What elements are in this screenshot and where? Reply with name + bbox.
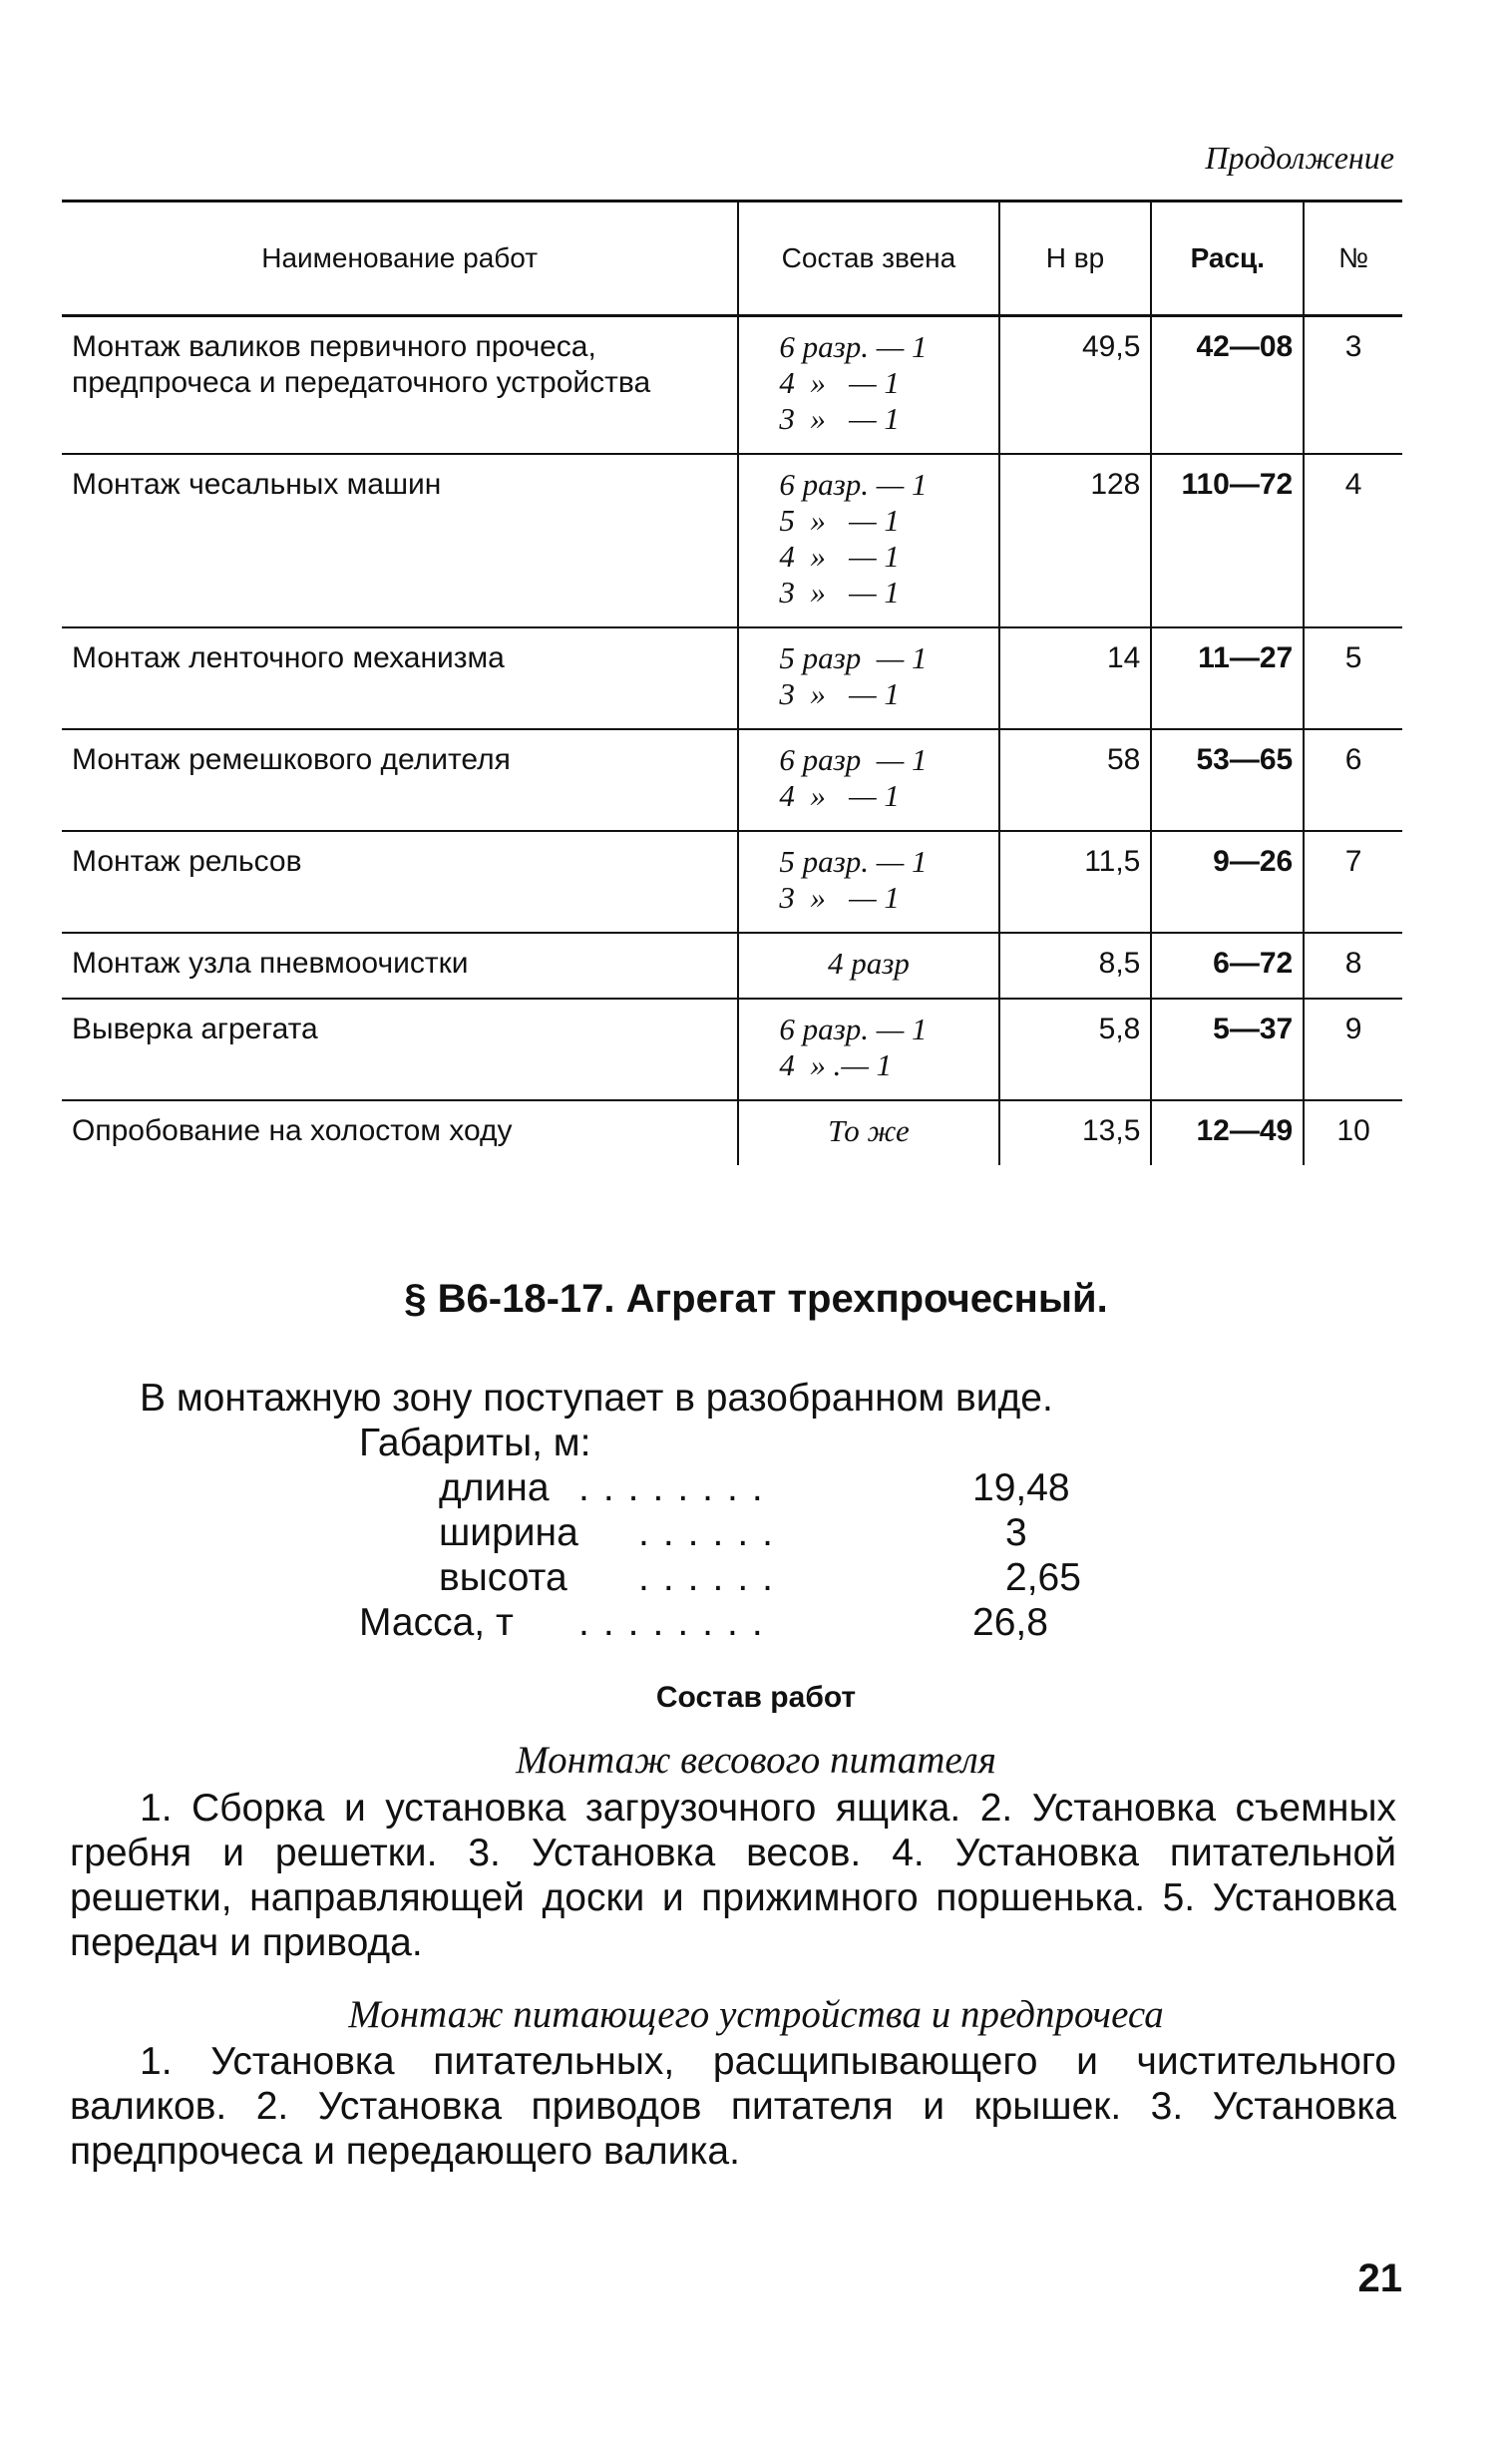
time-norm-cell: 128	[999, 454, 1152, 627]
work-name-cell: Монтаж ремешкового делителя	[62, 729, 738, 831]
work-name-cell: Опробование на холостом ходу	[72, 1114, 513, 1147]
section-title: § В6-18-17. Агрегат трехпрочесный.	[404, 1277, 1108, 1321]
subsection-title-feeding-device: Монтаж питающего устройства и предпрочеса	[348, 1993, 1164, 2036]
row-number-cell: 9	[1304, 999, 1402, 1100]
time-norm-cell: 8,5	[999, 933, 1152, 999]
col-header-time: Н вр	[999, 202, 1152, 316]
dimension-value: 2,65	[1005, 1556, 1081, 1599]
dimensions-heading: Габариты, м:	[359, 1422, 591, 1464]
rate-cell: 42—08	[1151, 316, 1304, 455]
crew-cell	[738, 999, 998, 1100]
leader-dots: ......	[638, 1556, 788, 1599]
rate-cell: 12—49	[1151, 1100, 1304, 1165]
continuation-label: Продолжение	[1205, 140, 1394, 176]
crew-cell	[738, 627, 998, 729]
crew-cell	[738, 454, 998, 627]
table-row	[62, 999, 1402, 1100]
work-name-cell: Монтаж рельсов	[62, 831, 738, 933]
work-name-cell: Монтаж узла пневмоочистки	[62, 933, 738, 999]
crew-line: 4 » .— 1	[779, 1047, 893, 1082]
crew-line: 3 » — 1	[779, 676, 900, 711]
dimension-value: 19,48	[972, 1466, 1070, 1509]
row-number-cell: 5	[1304, 627, 1402, 729]
subsection-text-weigh-feeder: 1. Сборка и установка загрузочного ящика. 2. Установка съемных гребня и решетки. 3. Установка весов. 4. Установка питательной решетки, направляющей доски и прижимного поршенька. 5. Установка передач и привода.	[70, 1787, 1396, 1964]
crew-line: 4 » — 1	[779, 778, 900, 813]
dimension-label: длина	[439, 1466, 550, 1509]
crew-line: 3 » — 1	[779, 575, 900, 610]
col-header-num: №	[1304, 202, 1402, 316]
dimension-label: высота	[439, 1556, 567, 1599]
crew-line: 3 » — 1	[779, 880, 900, 915]
crew-cell	[738, 316, 998, 455]
time-norm-cell: 58	[999, 729, 1152, 831]
row-number-cell: 6	[1304, 729, 1402, 831]
row-number-cell: 7	[1304, 831, 1402, 933]
table-row	[62, 933, 1402, 999]
table-row	[62, 729, 1402, 831]
rate-cell: 6—72	[1151, 933, 1304, 999]
mass-value: 26,8	[972, 1601, 1048, 1644]
col-header-rate: Расц.	[1151, 202, 1304, 316]
dimension-label: ширина	[439, 1511, 578, 1554]
col-header-name: Наименование работ	[62, 202, 738, 316]
rate-cell: 9—26	[1151, 831, 1304, 933]
leader-dots: ......	[638, 1511, 788, 1554]
intro-text: В монтажную зону поступает в разобранном виде.	[140, 1377, 1053, 1420]
norms-table	[62, 200, 1402, 1165]
table-row	[62, 831, 1402, 933]
crew-cell	[738, 729, 998, 831]
work-name-cell: Монтаж ленточного механизма	[62, 627, 738, 729]
rate-cell: 5—37	[1151, 999, 1304, 1100]
crew-line: 4 » — 1	[779, 365, 900, 400]
time-norm-cell: 11,5	[999, 831, 1152, 933]
crew-line: 4 » — 1	[779, 539, 900, 574]
time-norm-cell: 49,5	[999, 316, 1152, 455]
subsection-title-weigh-feeder: Монтаж весового питателя	[516, 1739, 996, 1782]
page-number: 21	[1357, 2256, 1402, 2300]
crew-line: 5 » — 1	[779, 503, 900, 538]
dimension-value: 3	[1005, 1511, 1027, 1554]
row-number-cell: 10	[1304, 1100, 1402, 1165]
mass-label: Масса, т	[359, 1601, 514, 1644]
row-number-cell: 8	[1304, 933, 1402, 999]
crew-cell	[738, 933, 998, 999]
crew-cell	[738, 831, 998, 933]
work-name-cell: Выверка агрегата	[62, 999, 738, 1100]
work-name-cell: Монтаж чесальных машин	[62, 454, 738, 627]
crew-line: 5 разр. — 1	[779, 844, 928, 879]
crew-line: 5 разр — 1	[779, 640, 928, 675]
row-number-cell: 3	[1304, 316, 1402, 455]
table-row	[62, 1100, 1402, 1165]
table-row	[62, 454, 1402, 627]
rate-cell: 11—27	[1151, 627, 1304, 729]
crew-line: 6 разр — 1	[779, 742, 928, 777]
row-number-cell: 4	[1304, 454, 1402, 627]
crew-line: 6 разр. — 1	[779, 329, 928, 364]
subsection-text-feeding-device: 1. Установка питательных, расщипывающего и чистительного валиков. 2. Установка приводов питателя и крышек. 3. Установка предпрочеса и передающего валика.	[70, 2040, 1396, 2173]
table-header-row	[62, 202, 1402, 316]
leader-dots: ........	[578, 1601, 777, 1644]
crew-line: То же	[828, 1113, 910, 1148]
table-row	[62, 316, 1402, 455]
work-name-cell: Монтаж валиков первичного прочеса, предпрочеса и передаточного устройства	[62, 316, 738, 455]
time-norm-cell: 13,5	[999, 1100, 1152, 1165]
col-header-crew: Состав звена	[738, 202, 998, 316]
rate-cell: 110—72	[1151, 454, 1304, 627]
crew-line: 6 разр. — 1	[779, 1012, 928, 1046]
crew-line: 6 разр. — 1	[779, 467, 928, 502]
leader-dots: ........	[578, 1466, 777, 1509]
crew-line: 3 » — 1	[779, 401, 900, 436]
crew-cell	[738, 1100, 998, 1165]
works-title: Состав работ	[655, 1681, 857, 1714]
time-norm-cell: 14	[999, 627, 1152, 729]
crew-line: 4 разр	[828, 946, 910, 981]
rate-cell: 53—65	[1151, 729, 1304, 831]
table-row	[62, 627, 1402, 729]
time-norm-cell: 5,8	[999, 999, 1152, 1100]
